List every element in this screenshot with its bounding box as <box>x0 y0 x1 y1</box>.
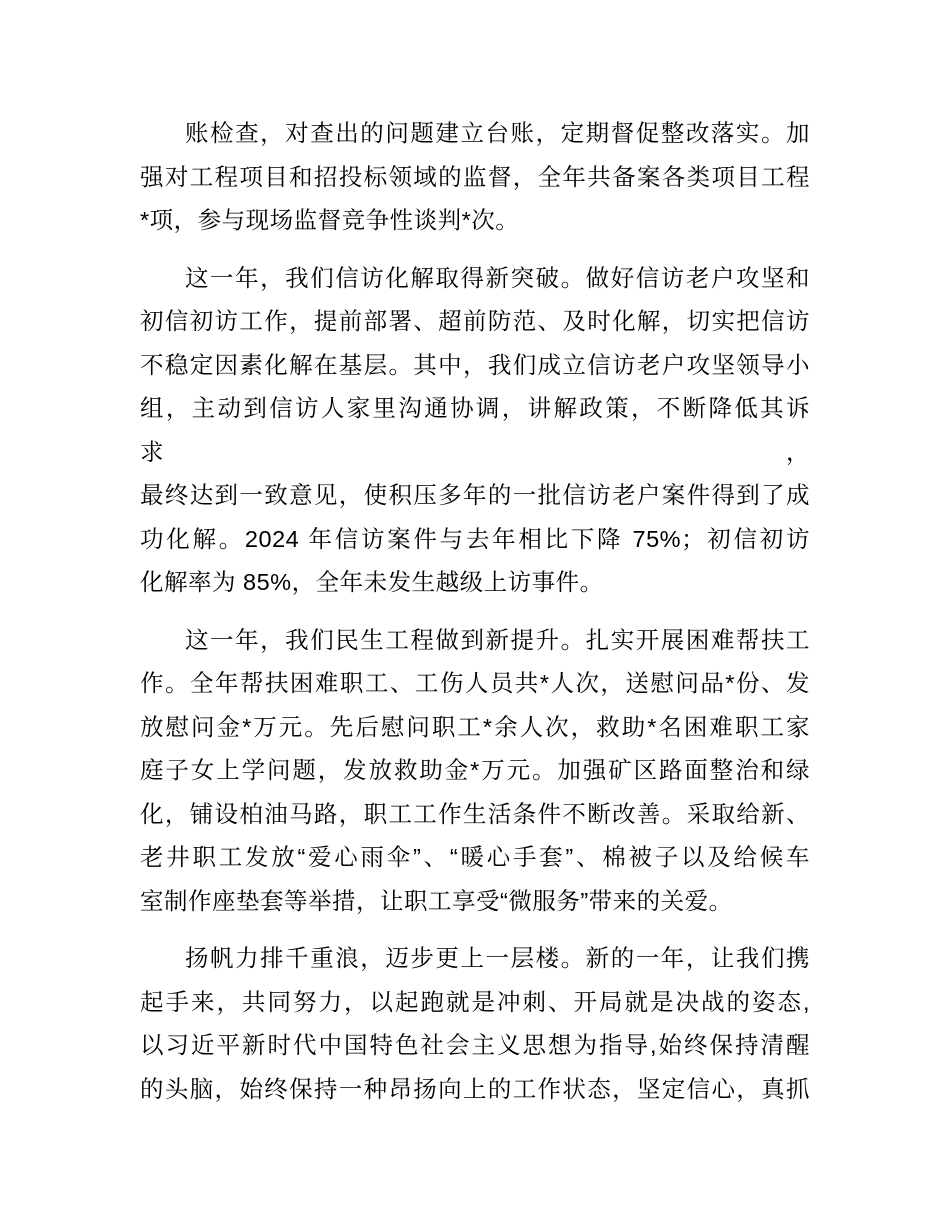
text-line: 强对工程项目和招投标领域的监督，全年共备案各类项目工程 <box>140 163 810 190</box>
paragraph <box>140 257 810 605</box>
text-line: 室制作座垫套等举措，让职工享受“微服务”带来的关爱。 <box>140 887 733 914</box>
text-line: 功化解。2024 年信访案件与去年相比下降 75%；初信初访 <box>140 525 810 552</box>
text-line: 的头脑，始终保持一种昂扬向上的工作状态，坚定信心，真抓 <box>140 1075 810 1102</box>
text-line: 起手来，共同努力，以起跑就是冲刺、开局就是决战的姿态, <box>140 988 810 1015</box>
text-line: 扬帆力排千重浪，迈步更上一层楼。新的一年，让我们携 <box>185 945 810 971</box>
text-line: 化解率为 85%，全年未发生越级上访事件。 <box>140 569 604 595</box>
text-line: 化，铺设柏油马路，职工工作生活条件不断改善。采取给新、 <box>140 800 810 827</box>
text-line: 初信初访工作，提前部署、超前防范、及时化解，切实把信访 <box>140 308 810 334</box>
text-line: 放慰问金*万元。先后慰问职工*余人次，救助*名困难职工家 <box>140 713 810 740</box>
text-line: 这一年，我们信访化解取得新突破。做好信访老户攻坚和 <box>185 264 810 291</box>
text-line: 这一年，我们民生工程做到新提升。扎实开展困难帮扶工 <box>185 626 810 653</box>
text-line: 组，主动到信访人家里沟通协调，讲解政策，不断降低其诉求， <box>140 395 810 465</box>
paragraph <box>140 112 810 243</box>
text-line: 不稳定因素化解在基层。其中，我们成立信访老户攻坚领导小 <box>140 351 810 378</box>
paragraph <box>140 937 810 1111</box>
text-line: 庭子女上学问题，发放救助金*万元。加强矿区路面整治和绿 <box>140 757 810 783</box>
text-line: 以习近平新时代中国特色社会主义思想为指导,始终保持清醒 <box>140 1032 810 1058</box>
text-line: 老井职工发放“爱心雨伞”、“暖心手套”、棉被子以及给候车 <box>140 844 810 870</box>
document-body <box>140 112 810 1125</box>
text-line: *项，参与现场监督竞争性谈判*次。 <box>140 207 520 233</box>
text-line: 最终达到一致意见，使积压多年的一批信访老户案件得到了成 <box>140 482 810 508</box>
text-line: 账检查，对查出的问题建立台账，定期督促整改落实。加 <box>185 120 810 146</box>
paragraph <box>140 619 810 924</box>
text-line: 作。全年帮扶困难职工、工伤人员共*人次，送慰问品*份、发 <box>140 670 810 696</box>
